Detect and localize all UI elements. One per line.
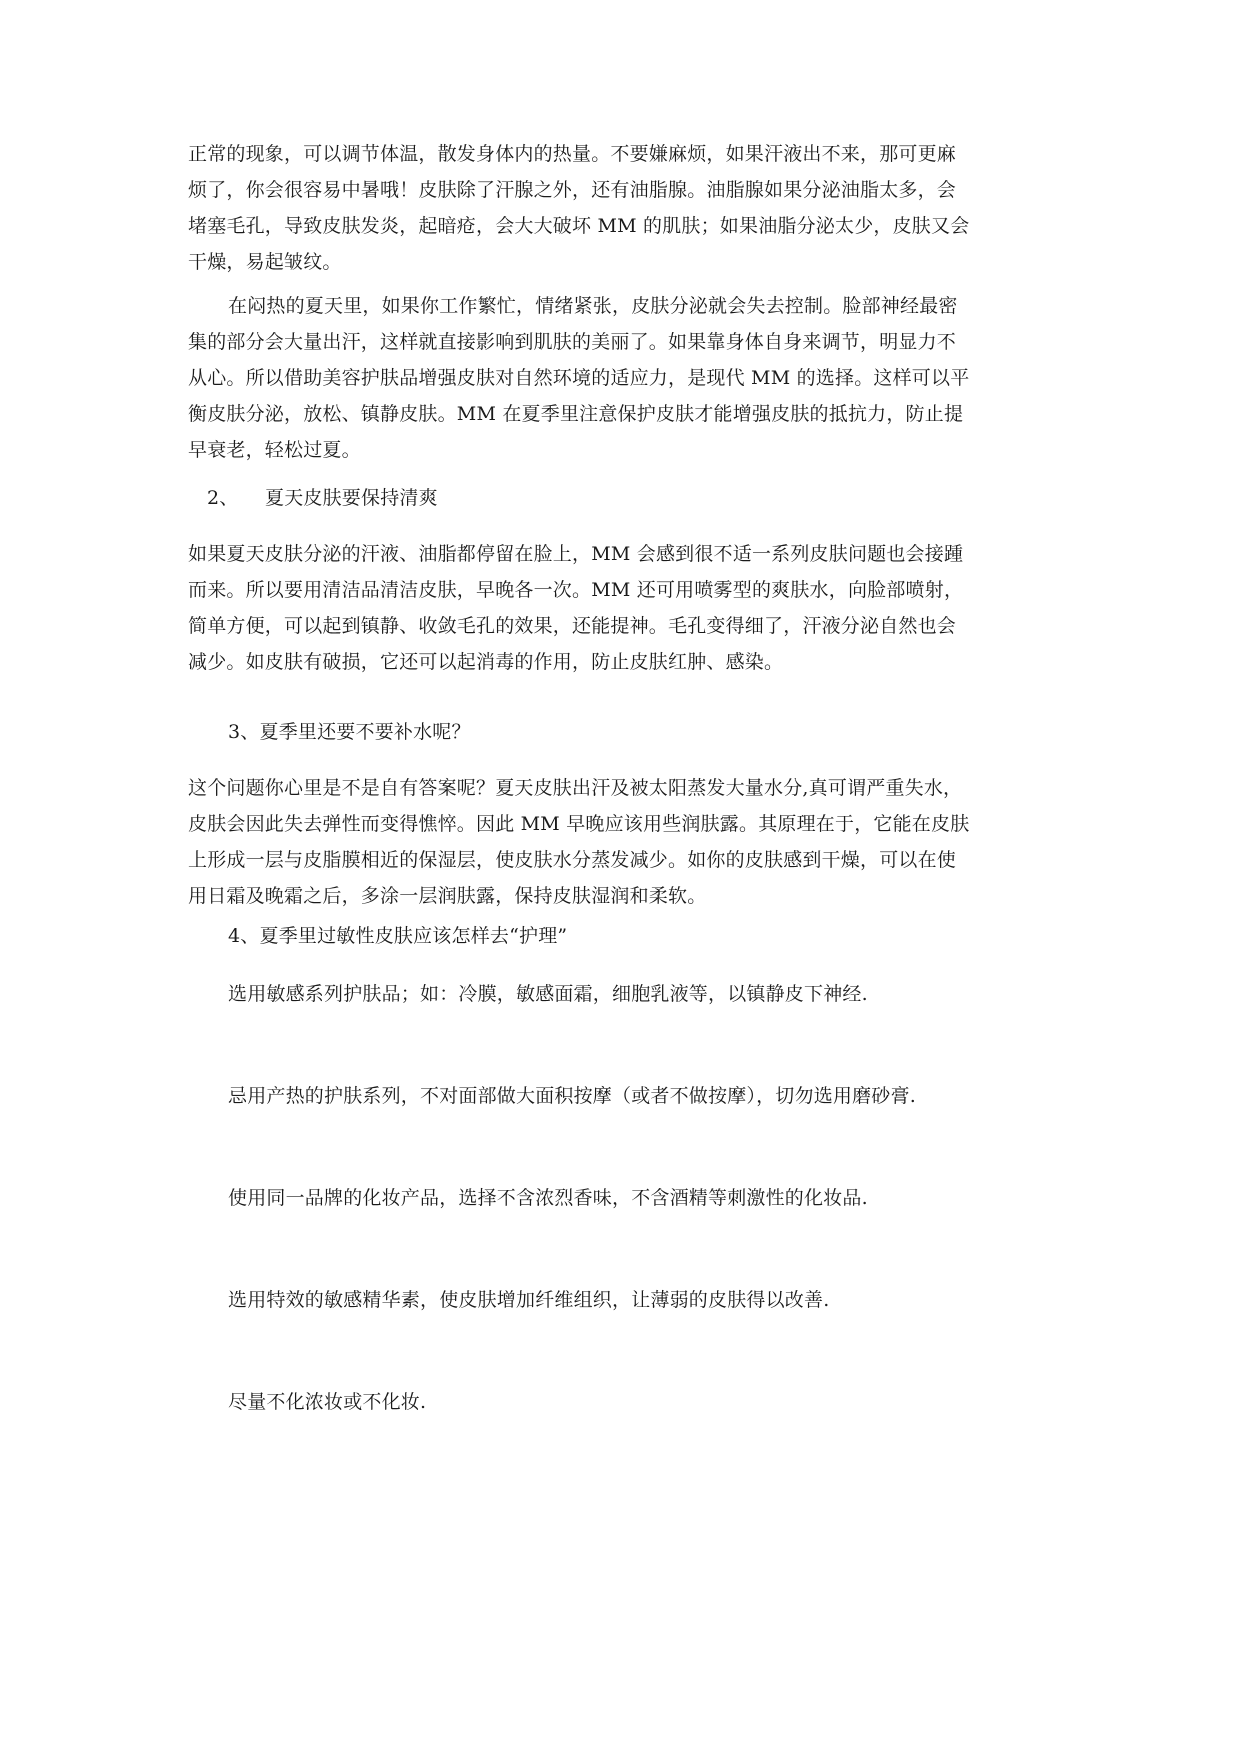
paragraph-line: 集的部分会大量出汗，这样就直接影响到肌肤的美丽了。如果靠身体自身来调节，明显力不	[188, 331, 957, 353]
paragraph-body-3	[188, 536, 1050, 680]
list-item: 忌用产热的护肤系列，不对面部做大面积按摩（或者不做按摩），切勿选用磨砂膏.	[228, 1085, 916, 1107]
paragraph-line: 如果夏天皮肤分泌的汗液、油脂都停留在脸上，MM 会感到很不适一系列皮肤问题也会接踵	[188, 543, 964, 565]
paragraph-body-1	[188, 136, 1050, 280]
list-item: 使用同一品牌的化妆产品，选择不含浓烈香味，不含酒精等刺激性的化妆品.	[228, 1187, 868, 1209]
paragraph-line: 皮肤会因此失去弹性而变得憔悴。因此 MM 早晚应该用些润肤露。其原理在于，它能在皮肤	[188, 813, 970, 835]
paragraph-line: 减少。如皮肤有破损，它还可以起消毒的作用，防止皮肤红肿、感染。	[188, 651, 784, 673]
section-heading-4: 4、夏季里过敏性皮肤应该怎样去“护理”	[228, 925, 568, 947]
paragraph-line: 早衰老，轻松过夏。	[188, 439, 361, 461]
heading-text: 夏天皮肤要保持清爽	[265, 487, 438, 509]
paragraph-line: 堵塞毛孔，导致皮肤发炎，起暗疮，会大大破坏 MM 的肌肤；如果油脂分泌太少，皮肤又会	[188, 215, 970, 237]
paragraph-body-2	[188, 288, 1050, 468]
paragraph-line: 干燥，易起皱纹。	[188, 251, 342, 273]
paragraph-line: 衡皮肤分泌，放松、镇静皮肤。MM 在夏季里注意保护皮肤才能增强皮肤的抵抗力，防止提	[188, 403, 964, 425]
list-item: 尽量不化浓妆或不化妆.	[228, 1391, 427, 1413]
paragraph-line: 这个问题你心里是不是自有答案呢？夏天皮肤出汗及被太阳蒸发大量水分,真可谓严重失水，	[188, 777, 963, 799]
paragraph-line: 用日霜及晚霜之后，多涂一层润肤露，保持皮肤湿润和柔软。	[188, 885, 707, 907]
paragraph-line: 在闷热的夏天里，如果你工作繁忙，情绪紧张，皮肤分泌就会失去控制。脸部神经最密	[228, 295, 958, 317]
paragraph-line: 烦了，你会很容易中暑哦！皮肤除了汗腺之外，还有油脂腺。油脂腺如果分泌油脂太多，会	[188, 179, 957, 201]
section-heading-2	[207, 480, 1050, 516]
paragraph-line: 正常的现象，可以调节体温，散发身体内的热量。不要嫌麻烦，如果汗液出不来，那可更麻	[188, 143, 957, 165]
list-item: 选用特效的敏感精华素，使皮肤增加纤维组织，让薄弱的皮肤得以改善.	[228, 1289, 830, 1311]
paragraph-line: 从心。所以借助美容护肤品增强皮肤对自然环境的适应力，是现代 MM 的选择。这样可以平	[188, 367, 970, 389]
heading-number: 2、	[207, 487, 239, 509]
paragraph-line: 而来。所以要用清洁品清洁皮肤，早晚各一次。MM 还可用喷雾型的爽肤水，向脸部喷射，	[188, 579, 964, 601]
paragraph-body-4	[188, 770, 1050, 914]
section-heading-3: 3、夏季里还要不要补水呢？	[228, 721, 471, 743]
paragraph-line: 上形成一层与皮脂膜相近的保湿层，使皮肤水分蒸发减少。如你的皮肤感到干燥，可以在使	[188, 849, 957, 871]
paragraph-line: 简单方便，可以起到镇静、收敛毛孔的效果，还能提神。毛孔变得细了，汗液分泌自然也会	[188, 615, 957, 637]
list-item: 选用敏感系列护肤品；如：冷膜，敏感面霜，细胞乳液等，以镇静皮下神经.	[228, 983, 868, 1005]
